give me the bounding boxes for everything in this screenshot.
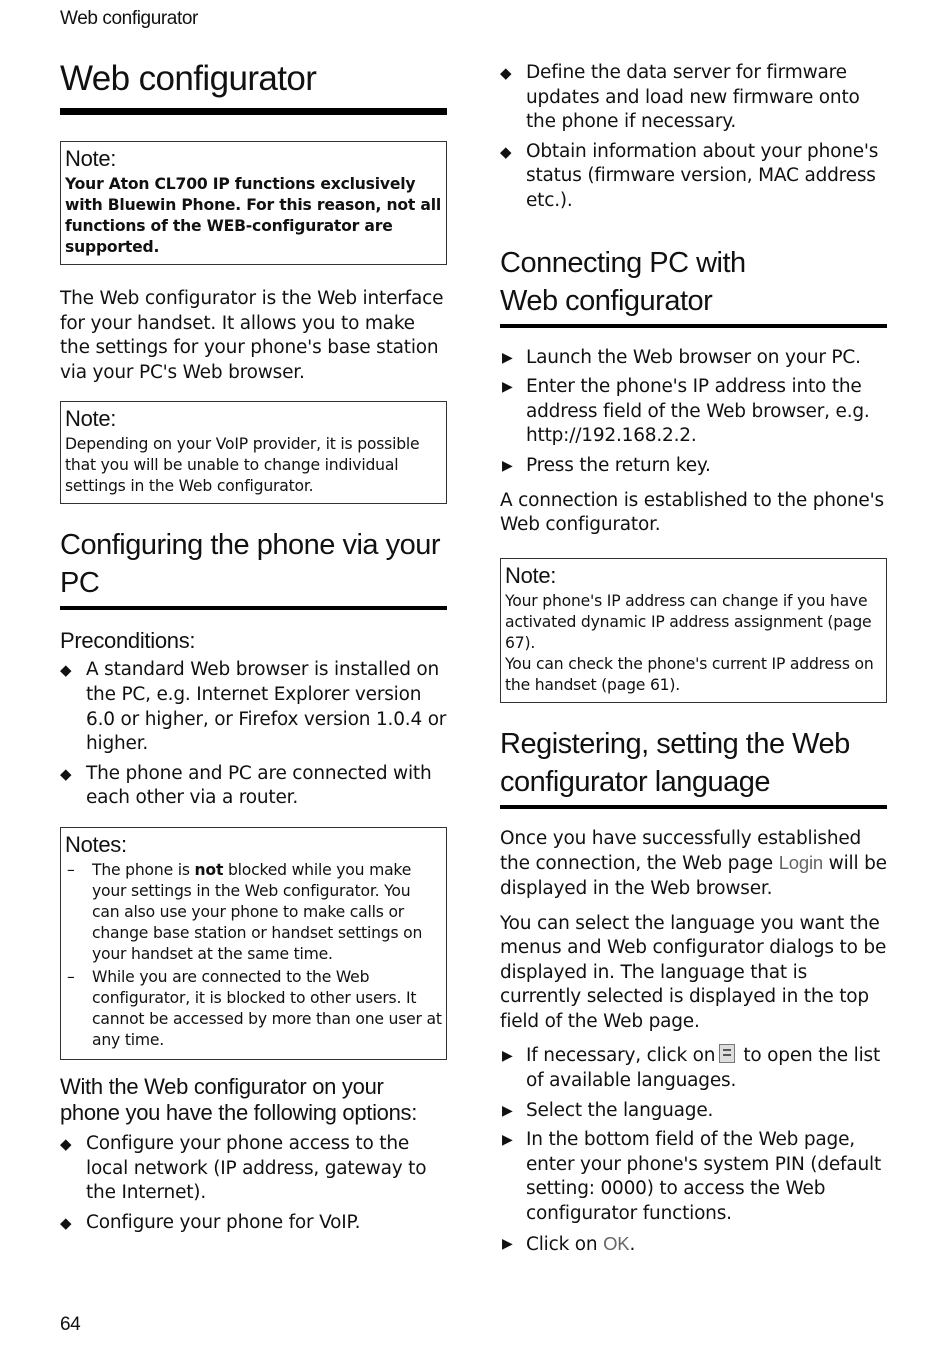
note-box-voip [60,401,447,504]
note-emphasis: not [194,860,224,879]
connect-steps [500,346,887,479]
note-box-ip [500,558,887,703]
note-title: Note: [65,406,117,432]
list-dropdown-icon [719,1044,735,1063]
note-text: Your phone's IP address can change if you have activated dynamic IP address assignment (page 67). [505,591,872,652]
list-item [500,1044,887,1093]
list-item-text: Configure your phone for VoIP. [86,1211,361,1233]
dash-bullet-icon: – [67,967,75,986]
section-title-configuring: Configuring the phone via your PC [60,526,447,610]
note-title: Note: [65,146,117,171]
list-item [500,454,887,479]
list-item [500,1128,887,1226]
note-text: The phone is [92,860,195,879]
list-item-text: Press the return key. [526,454,711,476]
diamond-bullet-icon: ◆ [500,142,512,161]
ok-ui-label: OK [603,1232,630,1254]
section-rule [500,324,887,328]
list-item [60,1132,447,1206]
registering-paragraph-2: You can select the language you want the menus and Web configurator dialogs to be displayed in. The language that is currently selected is displayed in the top field of the Web page. [500,912,887,1032]
note-body [505,591,882,696]
right-column [500,61,887,1267]
list-item [500,61,887,135]
list-item-text: Obtain information about your phone's status (firmware version, MAC address etc.). [526,140,879,211]
list-item [65,860,442,965]
triangle-arrow-icon: ▶ [502,379,513,396]
diamond-bullet-icon: ◆ [60,661,72,680]
triangle-arrow-icon: ▶ [502,457,513,474]
list-item [60,658,447,756]
page-title: Web configurator [60,58,447,115]
language-steps [500,1044,887,1257]
note-text: blocked while you make your settings in the Web configurator. You can also use your phone to make calls or change base station or handset settings on your handset at the same time. [92,860,423,963]
list-item-text: Select the language. [526,1099,714,1121]
section-title-registering: Registering, setting the Web configurator language [500,727,850,798]
list-item-text: Click on [526,1233,604,1255]
list-item-text: In the bottom field of the Web page, enter your phone's system PIN (default setting: 0000) to access the Web configurator functions. [526,1129,882,1225]
dash-bullet-icon: – [67,860,75,879]
note-title: Note: [505,562,557,588]
list-item [65,967,442,1051]
list-item [60,1211,447,1236]
diamond-bullet-icon: ◆ [60,1213,72,1232]
note-body: Depending on your VoIP provider, it is possible that you will be unable to change individual settings in the Web configurator. [65,435,420,496]
list-item: ▶ Click on OK. [502,1232,636,1255]
list-item-text: If necessary, click on [526,1045,716,1067]
list-item [500,375,887,449]
list-item-text: to open the list of available languages. [526,1045,881,1092]
list-item [500,1099,887,1124]
list-item [500,140,887,214]
login-ui-label: Login [778,852,823,874]
list-item-text: A standard Web browser is installed on the PC, e.g. Internet Explorer version 6.0 or higher, or Firefox version 1.0.4 or higher. [86,659,447,755]
options-list [60,1132,447,1235]
diamond-bullet-icon: ◆ [60,1134,72,1153]
section-rule [500,805,887,809]
left-column [60,58,447,1245]
notes-box-blocking [60,827,447,1060]
diamond-bullet-icon: ◆ [500,64,512,82]
list-item-text: The phone and PC are connected with each other via a router. [86,762,432,809]
section-title-connecting: Connecting PC with Web configurator [500,246,746,317]
list-item-text: Enter the phone's IP address into the address field of the Web browser, e.g. http://192.168.2.2. [526,376,870,447]
note-text: While you are connected to the Web configurator, it is blocked to other users. It cannot be accessed by more than one user at any time. [92,967,442,1049]
connection-paragraph: A connection is established to the phone's Web configurator. [500,489,884,536]
triangle-arrow-icon: ▶ [502,1132,513,1149]
registering-paragraph-1: Once you have successfully established the connection, the Web page Login will be displayed in the Web browser. [500,827,887,899]
note-text: You can check the phone's current IP address on the handset (page 61). [505,654,874,694]
triangle-arrow-icon: ▶ [502,349,513,366]
triangle-arrow-icon: ▶ [502,1235,513,1252]
options-list-continued [500,61,887,214]
intro-paragraph: The Web configurator is the Web interface for your handset. It allows you to make the settings for your phone's base station via your PC's Web browser. [60,288,444,383]
page-number: 64 [60,1314,81,1335]
preconditions-list [60,658,447,811]
diamond-bullet-icon: ◆ [60,764,72,783]
notes-list [65,860,442,1051]
list-item-text: Configure your phone access to the local network (IP address, gateway to the Internet). [86,1132,427,1204]
list-item [500,346,887,371]
triangle-arrow-icon: ▶ [502,1102,513,1119]
preconditions-heading: Preconditions: [60,628,196,654]
options-heading: With the Web configurator on your phone you have the following options: [60,1073,418,1125]
list-item-text: Launch the Web browser on your PC. [526,346,861,368]
note-title: Notes: [65,831,127,857]
triangle-arrow-icon: ▶ [502,1048,513,1065]
running-header: Web configurator [60,8,198,29]
note-box-aton [60,141,447,265]
note-body: Your Aton CL700 IP functions exclusively with Bluewin Phone. For this reason, not all functions of the WEB-configurator are supported. [65,175,442,256]
list-item-text: Define the data server for firmware updates and load new firmware onto the phone if necessary. [526,62,860,133]
list-item [60,762,447,811]
